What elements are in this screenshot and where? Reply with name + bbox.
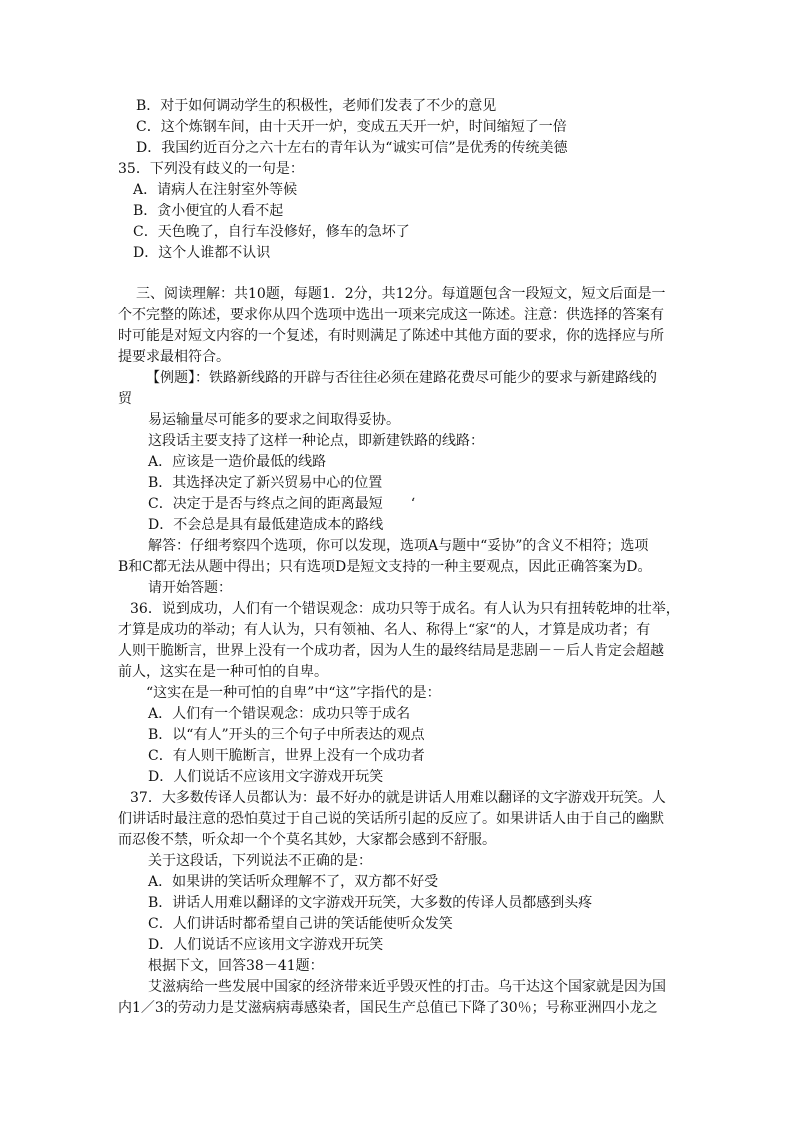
text-line: A．如果讲的笑话听众理解不了，双方都不好受 xyxy=(148,874,439,890)
text-line: 时可能是对短文内容的一个复述，有时则满足了陈述中其他方面的要求，你的选择应与所 xyxy=(118,328,664,344)
text-line: B．以“有人”开头的三个句子中所表达的观点 xyxy=(148,727,425,743)
text-line: 易运输量尽可能多的要求之间取得妥协。 xyxy=(148,412,400,428)
text-line: D．人们说话不应该用文字游戏开玩笑 xyxy=(148,937,384,953)
text-line: 前人，这实在是一种可怕的自卑。 xyxy=(118,664,328,680)
text-line: A．请病人在注射室外等候 xyxy=(133,182,298,198)
text-line: B．讲话人用难以翻译的文字游戏开玩笑，大多数的传译人员都感到头疼 xyxy=(148,895,593,911)
text-line: 贸 xyxy=(118,391,132,407)
example-heading: 【例题】：铁路新线路的开辟与否往往必须在建路花费尽可能少的要求与新建路线的 xyxy=(146,370,657,386)
text-line: C．有人则干脆断言，世界上没有一个成功者 xyxy=(148,748,425,764)
text-line: D．不会总是具有最低建造成本的路线 xyxy=(148,517,384,533)
text-line: C．决定于是否与终点之间的距离最短 ‘ xyxy=(148,496,416,512)
text-line: 们讲话时最注意的恐怕莫过于自己说的笑话所引起的反应了。如果讲话人由于自己的幽默 xyxy=(118,811,664,827)
text-line: 根据下文，回答38－41题： xyxy=(148,958,324,974)
text-line: 人则干脆断言，世界上没有一个成功者，因为人生的最终结局是悲剧－－后人肯定会超越 xyxy=(118,643,664,659)
text-line: B．其选择决定了新兴贸易中心的位置 xyxy=(148,475,383,491)
text-line: C．天色晚了，自行车没修好，修车的急坏了 xyxy=(133,224,410,240)
text-line: “这实在是一种可怕的自卑”中“这”字指代的是： xyxy=(146,685,441,701)
text-line: A．应该是一造价最低的线路 xyxy=(148,454,327,470)
text-line: C．这个炼钢车间，由十天开一炉，变成五天开一炉，时间缩短了一倍 xyxy=(136,119,567,135)
text-line: B．对于如何调动学生的积极性，老师们发表了不少的意见 xyxy=(136,98,497,114)
text-line: 才算是成功的举动；有人认为，只有领袖、名人、称得上“家“的人，才算是成功者；有 xyxy=(118,622,651,638)
text-line: 而忍俊不禁，听众却一个个莫名其妙，大家都会感到不舒服。 xyxy=(118,832,496,848)
text-line: 关于这段话，下列说法不正确的是： xyxy=(148,853,372,869)
text-line: 内1／3的劳动力是艾滋病病毒感染者，国民生产总值已下降了30％；号称亚洲四小龙之 xyxy=(118,1000,658,1016)
text-line: 个不完整的陈述，要求你从四个选项中选出一项来完成这一陈述。注意：供选择的答案有 xyxy=(118,307,664,323)
text-line: 解答：仔细考察四个选项，你可以发现，选项A与题中“妥协”的含义不相符；选项 xyxy=(148,538,649,554)
text-line: 这段话主要支持了这样一种论点，即新建铁路的线路： xyxy=(148,433,484,449)
text-line: 艾滋病给一些发展中国家的经济带来近乎毁灭性的打击。乌干达这个国家就是因为国 xyxy=(148,979,666,995)
text-line: B和C都无法从题中得出；只有选项D是短文支持的一种主要观点，因此正确答案为D。 xyxy=(118,559,652,575)
text-line: D．这个人谁都不认识 xyxy=(133,245,271,261)
text-line: B．贪小便宜的人看不起 xyxy=(133,203,284,219)
text-line: D．我国约近百分之六十左右的青年认为“诚实可信”是优秀的传统美德 xyxy=(136,140,568,156)
text-line: D．人们说话不应该用文字游戏开玩笑 xyxy=(148,769,384,785)
text-line: C．人们讲话时都希望自己讲的笑话能使听众发笑 xyxy=(148,916,453,932)
question-heading: 37．大多数传译人员都认为：最不好办的就是讲话人用难以翻译的文字游戏开玩笑。人 xyxy=(130,790,666,806)
question-heading: 35．下列没有歧义的一句是： xyxy=(118,161,304,177)
text-line: 提要求最相符合。 xyxy=(118,349,230,365)
text-line: 请开始答题： xyxy=(148,580,232,596)
question-heading: 36．说到成功，人们有一个错误观念：成功只等于成名。有人认为只有扭转乾坤的壮举， xyxy=(130,601,680,617)
text-line: A．人们有一个错误观念：成功只等于成名 xyxy=(148,706,411,722)
section-heading: 三、阅读理解：共10题，每题1．2分，共12分。每道题包含一段短文，短文后面是一 xyxy=(136,286,666,302)
